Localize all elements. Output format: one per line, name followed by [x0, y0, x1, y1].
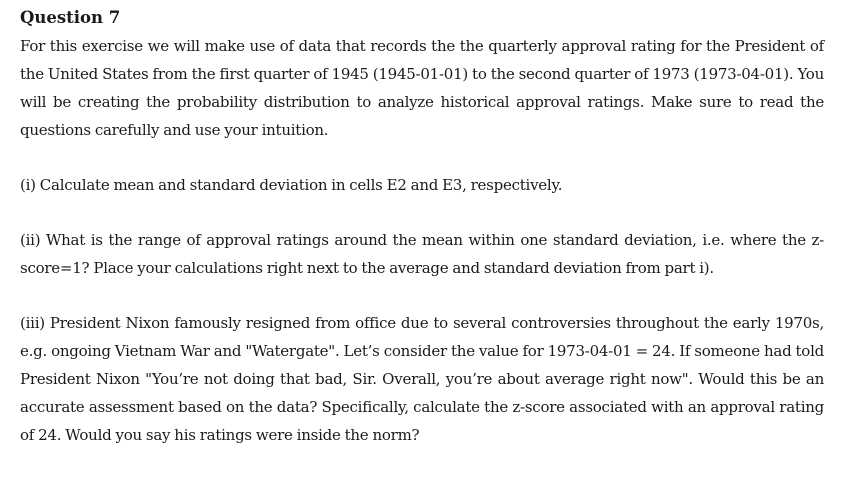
part-i-paragraph: (i) Calculate mean and standard deviation in cells E2 and E3, respectively.: [20, 176, 563, 194]
question-document: [20, 6, 824, 449]
part-iii-paragraph: (iii) President Nixon famously resigned from office due to several controversies throughout the early 1970s, e.g. ongoing Vietnam War and "Watergate". Let’s consider the value for 1973-04-01 = 24. If someone had told President Nixon "You’re not doing that bad, Sir. Overall, you’re about average right now". Would this be an accurate assessment based on the data? Specifically, calculate the z-score associated with an approval rating of 24. Would you say his ratings were inside the norm?: [20, 314, 824, 444]
intro-paragraph: For this exercise we will make use of data that records the the quarterly approval rating for the President of the United States from the first quarter of 1945 (1945-01-01) to the second quarter of 1973 (1973-04-01). You will be creating the probability distribution to analyze historical approval ratings. Make sure to read the questions carefully and use your intuition.: [20, 37, 824, 139]
question-title: Question 7: [20, 8, 121, 27]
part-ii-paragraph: (ii) What is the range of approval ratings around the mean within one standard deviation, i.e. where the z-score=1? Place your calculations right next to the average and standard deviation from part i).: [20, 231, 824, 277]
